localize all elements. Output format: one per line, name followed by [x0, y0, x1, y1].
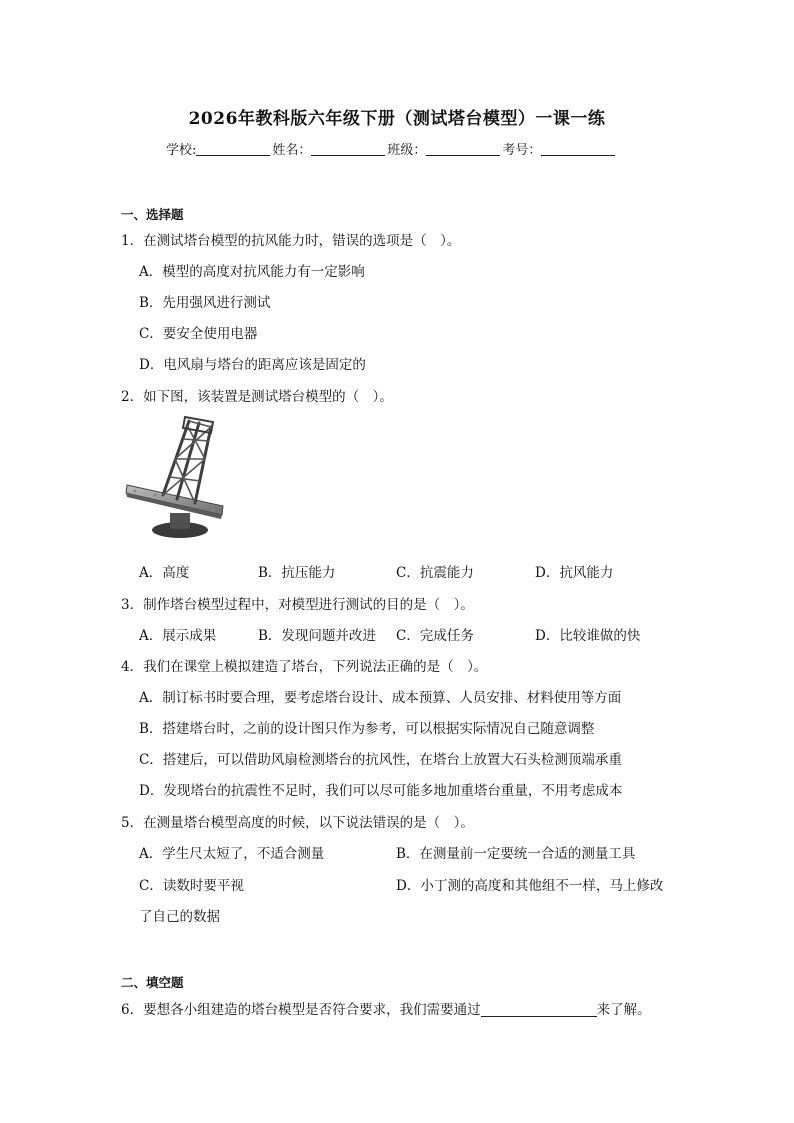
question-4-option-d[interactable]: D．发现塔台的抗震性不足时，我们可以尽可能多地加重塔台重量，不用考虑成本 [139, 783, 623, 799]
question-2-stem: 2．如下图，该装置是测试塔台模型的（ ）。 [121, 389, 393, 405]
question-2-option-b[interactable]: B．抗压能力 [258, 565, 336, 581]
question-5-option-d[interactable]: D．小丁测的高度和其他组不一样，马上修改 [396, 878, 664, 894]
question-1-option-a[interactable]: A．模型的高度对抗风能力有一定影响 [139, 264, 365, 280]
student-info-row [166, 139, 617, 158]
question-6 [121, 998, 651, 1018]
question-3-option-b[interactable]: B．发现问题并改进 [258, 628, 376, 644]
question-6-text-before: 6．要想各小组建造的塔台模型是否符合要求，我们需要通过 [121, 1002, 481, 1018]
name-blank[interactable] [311, 143, 385, 156]
question-4-option-c[interactable]: C．搭建后，可以借助风扇检测塔台的抗风性，在塔台上放置大石头检测顶端承重 [139, 752, 622, 768]
question-2-option-d[interactable]: D．抗风能力 [535, 565, 614, 581]
question-2-option-a[interactable]: A．高度 [139, 565, 190, 581]
tower-model-illustration [125, 413, 245, 548]
question-6-text-after: 来了解。 [596, 1002, 651, 1018]
name-label: 姓名： [272, 143, 312, 158]
tower-test-device-figure [125, 413, 245, 548]
question-6-answer-blank[interactable] [481, 1002, 597, 1017]
question-4-option-a[interactable]: A．制订标书时要合理，要考虑塔台设计、成本预算、人员安排、材料使用等方面 [139, 690, 622, 706]
section-heading-fill: 二、填空题 [121, 975, 184, 990]
question-4-option-b[interactable]: B．搭建塔台时，之前的设计图只作为参考，可以根据实际情况自己随意调整 [139, 721, 595, 737]
question-3-option-a[interactable]: A．展示成果 [139, 628, 217, 644]
question-3-option-c[interactable]: C．完成任务 [396, 628, 474, 644]
question-3-option-d[interactable]: D．比较谁做的快 [535, 628, 641, 644]
question-1-stem: 1．在测试塔台模型的抗风能力时，错误的选项是（ ）。 [121, 233, 461, 249]
school-blank[interactable] [196, 143, 270, 156]
question-3-stem: 3．制作塔台模型过程中，对模型进行测试的目的是（ ）。 [121, 597, 474, 613]
question-5-option-b[interactable]: B．在测量前一定要统一合适的测量工具 [396, 846, 636, 862]
page-title: 2026年教科版六年级下册（测试塔台模型）一课一练 [188, 109, 606, 129]
class-label: 班级： [387, 143, 427, 158]
class-blank[interactable] [426, 143, 500, 156]
question-1-option-b[interactable]: B．先用强风进行测试 [139, 295, 271, 311]
question-5-stem: 5．在测量塔台模型高度的时候，以下说法错误的是（ ）。 [121, 815, 474, 831]
question-1-option-c[interactable]: C．要安全使用电器 [139, 326, 258, 342]
question-1-option-d[interactable]: D．电风扇与塔台的距离应该是固定的 [139, 357, 366, 373]
question-2-option-c[interactable]: C．抗震能力 [396, 565, 474, 581]
question-5-option-a[interactable]: A．学生尺太短了，不适合测量 [139, 846, 325, 862]
question-5-option-d-continued: 了自己的数据 [139, 909, 220, 925]
school-label: 学校: [166, 143, 197, 158]
question-5-option-c[interactable]: C．读数时要平视 [139, 878, 244, 894]
section-heading-choice: 一、选择题 [121, 207, 184, 222]
exam-no-blank[interactable] [541, 143, 615, 156]
exam-no-label: 考号： [502, 143, 542, 158]
question-4-stem: 4．我们在课堂上模拟建造了塔台，下列说法正确的是（ ）。 [121, 659, 488, 675]
